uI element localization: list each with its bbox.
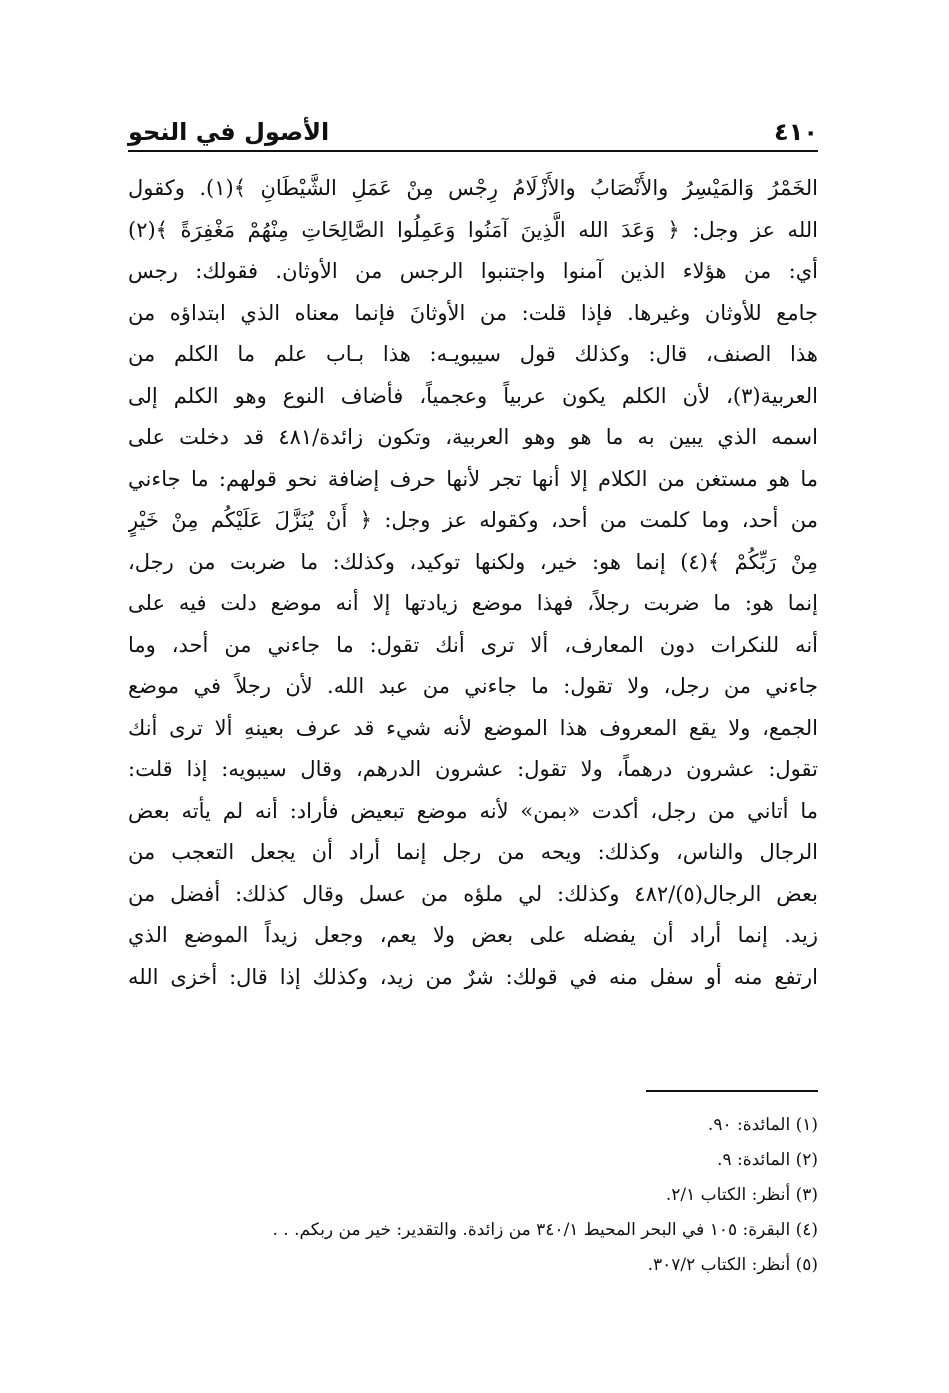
- text-line: أنه للنكرات دون المعارف، ألا ترى أنك تقول: ما جاءني من أحد، وما: [128, 632, 818, 657]
- text-line: اسمه الذي يبين به ما هو وهو العربية، وتكون زائدة/٤٨١ قد دخلت على: [128, 425, 818, 449]
- footnote: (١) المائدة: ٩٠.: [707, 1115, 818, 1135]
- page-number: ٤١٠: [774, 118, 818, 146]
- footnote: (٢) المائدة: ٩.: [717, 1150, 818, 1170]
- text-line: العربية(٣)، لأن الكلم يكون عربياً وعجمياً، فأضاف النوع وهو الكلم إلى: [128, 383, 818, 408]
- text-line: مِنْ رَبِّكُمْ ﴾(٤) إنما هو: خير، ولكنها توكيد، وكذلك: ما ضربت من رجل،: [128, 549, 818, 574]
- text-line: جاءني من رجل، ولا تقول: ما جاءني من عبد الله. لأن رجلاً في موضع: [128, 674, 818, 698]
- footnote: (٣) أنظر: الكتاب ٢/١.: [665, 1185, 818, 1205]
- text-line: بعض الرجال(٥)/٤٨٢ وكذلك: لي ملؤه من عسل وقال كذلك: أفضل من: [128, 881, 818, 906]
- text-line: ما أتاني من رجل، أكدت «بمن» لأنه موضع تبعيض فأراد: أنه لم يأته بعض: [128, 798, 818, 823]
- footnote: (٥) أنظر: الكتاب ٣٠٧/٢.: [647, 1255, 818, 1275]
- text-line: الجمع، ولا يقع المعروف هذا الموضع لأنه شيء قد عرف بعينهِ ألا ترى أنك: [128, 715, 818, 740]
- text-line: إنما هو: ما ضربت رجلاً، فهذا موضع زيادتها إلا أنه موضع دلت فيه على: [128, 591, 818, 615]
- text-line: هذا الصنف، قال: وكذلك قول سيبويـه: هذا بـاب علم ما الكلم من: [128, 342, 818, 366]
- text-line: من أحد، وما كلمت من أحد، وكقوله عز وجل: ﴿ أَنْ يُنَزَّلَ عَلَيْكُم مِنْ خَيْرٍ: [128, 508, 818, 532]
- page-header: [128, 112, 818, 152]
- text-line: ارتفع منه أو سفل منه في قولك: شرٌ من زيد، وكذلك إذا قال: أخزى الله: [128, 964, 818, 989]
- footnote: (٤) البقرة: ١٠٥ في البحر المحيط ٣٤٠/١ من زائدة. والتقدير: خير من ربكم. . .: [272, 1220, 818, 1240]
- text-line: أي: من هؤلاء الذين آمنوا واجتنبوا الرجس من الأوثان. فقولك: رجس: [128, 259, 818, 283]
- footnotes: [128, 1108, 818, 1283]
- text-line: الرجال والناس، وكذلك: ويحه من رجل إنما أراد أن يجعل التعجب من: [128, 840, 818, 864]
- main-text: [128, 168, 818, 998]
- text-line: تقول: عشرون درهماً، ولا تقول: عشرون الدرهم، وقال سيبويه: إذا قلت:: [128, 757, 818, 781]
- text-line: ما هو مستغن من الكلام إلا أنها تجر لأنها حرف إضافة نحو قولهم: ما جاءني: [128, 466, 818, 491]
- text-line: الخَمْرُ وَالمَيْسِرُ والأَنْصَابُ والأَزْلَامُ رِجْس مِنْ عَمَلِ الشَّيْطَانِ ﴾(١). وكقول: [128, 176, 818, 200]
- text-line: جامع للأوثان وغيرها. فإذا قلت: من الأوثانَ فإنما معناه الذي ابتداؤه من: [128, 300, 818, 325]
- text-line: الله عز وجل: ﴿ وَعَدَ الله الَّذِينَ آمَنُوا وَعَمِلُوا الصَّالِحَاتِ مِنْهُمْ مَغْفِرَةً ﴾(٢): [128, 217, 818, 242]
- text-line: زيد. إنما أراد أن يفضله على بعض ولا يعم، وجعل زيداً الموضع الذي: [128, 923, 818, 947]
- running-title: الأصول في النحو: [128, 118, 330, 146]
- footnote-separator: [646, 1090, 818, 1092]
